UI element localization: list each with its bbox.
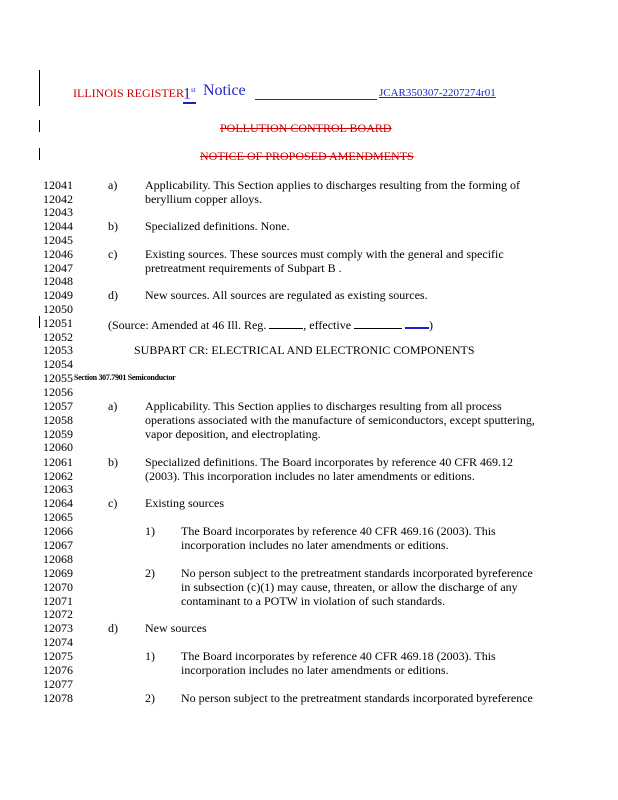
- line-number: 12049: [43, 288, 73, 302]
- line-number: 12072: [43, 607, 73, 621]
- line-number: 12058: [43, 413, 73, 427]
- subsection-marker: d): [108, 288, 118, 302]
- line-number: 12053: [43, 343, 73, 357]
- blank-field: [354, 317, 402, 329]
- paragraph-text: Existing sources: [145, 496, 224, 510]
- board-name: POLLUTION CONTROL BOARD: [220, 121, 392, 135]
- paragraph-text: Applicability. This Section applies to discharges resulting from all process: [145, 399, 502, 413]
- line-number: 12075: [43, 649, 73, 663]
- line-number: 12042: [43, 192, 73, 206]
- line-number: 12048: [43, 274, 73, 288]
- subsection-marker: 2): [145, 566, 155, 580]
- subsection-marker: c): [108, 247, 118, 261]
- subpart-title: SUBPART CR: ELECTRICAL AND ELECTRONIC COMPONENTS: [134, 343, 475, 357]
- line-number: 12047: [43, 261, 73, 275]
- paragraph-text: Specialized definitions. The Board incorporates by reference 40 CFR 469.12: [145, 455, 514, 469]
- subsection-marker: 1): [145, 524, 155, 538]
- change-bar: [39, 316, 40, 328]
- line-number: 12063: [43, 482, 73, 496]
- line-number: 12057: [43, 399, 73, 413]
- paragraph-text: Existing sources. These sources must comply with the general and specific: [145, 247, 504, 261]
- paragraph-text: pretreatment requirements of Subpart B .: [145, 261, 342, 275]
- line-number: 12045: [43, 233, 73, 247]
- paragraph-text: Applicability. This Section applies to discharges resulting from the forming of: [145, 178, 521, 192]
- line-number: 12066: [43, 524, 73, 538]
- line-number: 12064: [43, 496, 73, 510]
- line-number: 12041: [43, 178, 73, 192]
- paragraph-text: New sources. All sources are regulated as existing sources.: [145, 288, 428, 302]
- change-bar: [39, 148, 40, 160]
- subsection-marker: c): [108, 496, 118, 510]
- subsection-marker: a): [108, 178, 118, 192]
- paragraph-text: New sources: [145, 621, 207, 635]
- source-note: (Source: Amended at 46 Ill. Reg. , effective ): [108, 318, 434, 332]
- line-number: 12060: [43, 440, 73, 454]
- line-number: 12068: [43, 552, 73, 566]
- jcar-code: JCAR350307-2207274r01: [379, 87, 496, 99]
- line-number: 12067: [43, 538, 73, 552]
- paragraph-text: incorporation includes no later amendments or editions.: [181, 663, 449, 677]
- change-bar: [39, 70, 40, 106]
- line-number: 12059: [43, 427, 73, 441]
- paragraph-text: incorporation includes no later amendments or editions.: [181, 538, 449, 552]
- paragraph-text: contaminant to a POTW in violation of such standards.: [181, 594, 446, 608]
- paragraph-text: The Board incorporates by reference 40 CFR 469.18 (2003). This: [181, 649, 496, 663]
- line-number: 12065: [43, 510, 73, 524]
- line-number: 12069: [43, 566, 73, 580]
- line-number: 12070: [43, 580, 73, 594]
- line-number: 12044: [43, 219, 73, 233]
- paragraph-text: beryllium copper alloys.: [145, 192, 262, 206]
- paragraph-text: in subsection (c)(1) may cause, threaten, or allow the discharge of any: [181, 580, 518, 594]
- page-header: [73, 82, 543, 110]
- line-number: 12071: [43, 594, 73, 608]
- header-rule: [255, 99, 377, 100]
- subsection-marker: b): [108, 219, 118, 233]
- notice-label: Notice: [203, 82, 246, 99]
- paragraph-text: vapor deposition, and electroplating.: [145, 427, 321, 441]
- insertion-number: 1st: [183, 82, 196, 104]
- line-number: 12061: [43, 455, 73, 469]
- line-number: 12054: [43, 357, 73, 371]
- subsection-marker: d): [108, 621, 118, 635]
- section-heading: Section 307.7901 Semiconductor: [74, 373, 176, 382]
- line-number: 12062: [43, 469, 73, 483]
- paragraph-text: (2003). This incorporation includes no later amendments or editions.: [145, 469, 475, 483]
- line-number: 12043: [43, 205, 73, 219]
- line-number: 12076: [43, 663, 73, 677]
- line-number: 12055: [43, 371, 73, 385]
- paragraph-text: Specialized definitions. None.: [145, 219, 290, 233]
- paragraph-text: operations associated with the manufacture of semiconductors, except sputtering,: [145, 413, 535, 427]
- line-number: 12050: [43, 302, 73, 316]
- subsection-marker: 2): [145, 691, 155, 705]
- paragraph-text: The Board incorporates by reference 40 CFR 469.16 (2003). This: [181, 524, 496, 538]
- blank-field: [405, 316, 429, 329]
- line-number: 12074: [43, 635, 73, 649]
- line-number: 12078: [43, 691, 73, 705]
- subsection-marker: b): [108, 455, 118, 469]
- line-number: 12077: [43, 677, 73, 691]
- line-number: 12051: [43, 316, 73, 330]
- notice-title: NOTICE OF PROPOSED AMENDMENTS: [200, 149, 414, 163]
- line-number: 12073: [43, 621, 73, 635]
- line-number: 12052: [43, 330, 73, 344]
- paragraph-text: No person subject to the pretreatment standards incorporated byreference: [181, 566, 533, 580]
- subsection-marker: 1): [145, 649, 155, 663]
- register-title: ILLINOIS REGISTER: [73, 86, 184, 100]
- paragraph-text: No person subject to the pretreatment standards incorporated byreference: [181, 691, 533, 705]
- subsection-marker: a): [108, 399, 118, 413]
- line-number: 12056: [43, 385, 73, 399]
- line-number: 12046: [43, 247, 73, 261]
- change-bar: [39, 120, 40, 132]
- blank-field: [269, 317, 303, 329]
